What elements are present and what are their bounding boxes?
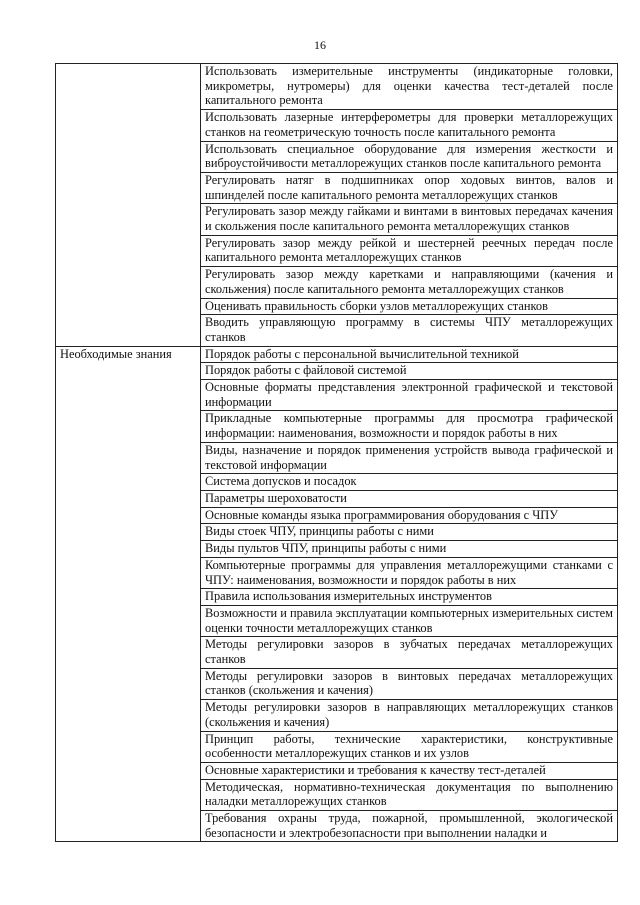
table-cell: Основные характеристики и требования к качеству тест-деталей (201, 762, 618, 779)
table-cell: Виды пультов ЧПУ, принципы работы с ними (201, 541, 618, 558)
table-cell: Виды стоек ЧПУ, принципы работы с ними (201, 524, 618, 541)
row-label: Необходимые знания (56, 346, 201, 842)
table-cell: Возможности и правила эксплуатации компьютерных измерительных систем оценки точности металлорежущих станков (201, 605, 618, 636)
table-cell: Регулировать зазор между каретками и направляющими (качения и скольжения) после капитального ремонта металлорежущих станков (201, 267, 618, 298)
row-label (56, 64, 201, 347)
table-cell: Регулировать зазор между рейкой и шестерней реечных передач после капитального ремонта металлорежущих станков (201, 235, 618, 266)
table-cell: Требования охраны труда, пожарной, промышленной, экологической безопасности и электробезопасности при выполнении наладки и (201, 811, 618, 842)
table-cell: Система допусков и посадок (201, 474, 618, 491)
table-cell: Методическая, нормативно-техническая документация по выполнению наладки металлорежущих станков (201, 779, 618, 810)
table-cell: Методы регулировки зазоров в зубчатых передачах металлорежущих станков (201, 637, 618, 668)
table-cell: Основные форматы представления электронной графической и текстовой информации (201, 380, 618, 411)
table-cell: Порядок работы с файловой системой (201, 363, 618, 380)
table-cell: Виды, назначение и порядок применения устройств вывода графической и текстовой информации (201, 442, 618, 473)
table-cell: Регулировать натяг в подшипниках опор ходовых винтов, валов и шпинделей после капитального ремонта металлорежущих станков (201, 172, 618, 203)
table-cell: Регулировать зазор между гайками и винтами в винтовых передачах качения и скольжения после капитального ремонта металлорежущих станков (201, 204, 618, 235)
table-cell: Основные команды языка программирования оборудования с ЧПУ (201, 507, 618, 524)
requirements-table (55, 63, 618, 842)
table-cell: Прикладные компьютерные программы для просмотра графической информации: наименования, возможности и порядок работы в них (201, 411, 618, 442)
table-cell: Методы регулировки зазоров в винтовых передачах металлорежущих станков (скольжения и качения) (201, 668, 618, 699)
table-cell: Принцип работы, технические характеристики, конструктивные особенности металлорежущих станков и их узлов (201, 731, 618, 762)
table-cell: Методы регулировки зазоров в направляющих металлорежущих станков (скольжения и качения) (201, 700, 618, 731)
table-cell: Оценивать правильность сборки узлов металлорежущих станков (201, 298, 618, 315)
table-row (56, 346, 618, 363)
page-number: 16 (314, 38, 326, 52)
table-cell: Компьютерные программы для управления металлорежущими станками с ЧПУ: наименования, возможности и порядок работы в них (201, 557, 618, 588)
table-cell: Использовать измерительные инструменты (индикаторные головки, микрометры, нутромеры) для оценки качества тест-деталей после капитального ремонта (201, 64, 618, 110)
table-cell: Вводить управляющую программу в системы ЧПУ металлорежущих станков (201, 315, 618, 346)
table-cell: Параметры шероховатости (201, 490, 618, 507)
table-cell: Порядок работы с персональной вычислительной техникой (201, 346, 618, 363)
table-cell: Правила использования измерительных инструментов (201, 589, 618, 606)
table-cell: Использовать специальное оборудование для измерения жесткости и виброустойчивости металлорежущих станков после капитального ремонта (201, 141, 618, 172)
table-cell: Использовать лазерные интерферометры для проверки металлорежущих станков на геометрическую точность после капитального ремонта (201, 110, 618, 141)
table-row (56, 64, 618, 110)
